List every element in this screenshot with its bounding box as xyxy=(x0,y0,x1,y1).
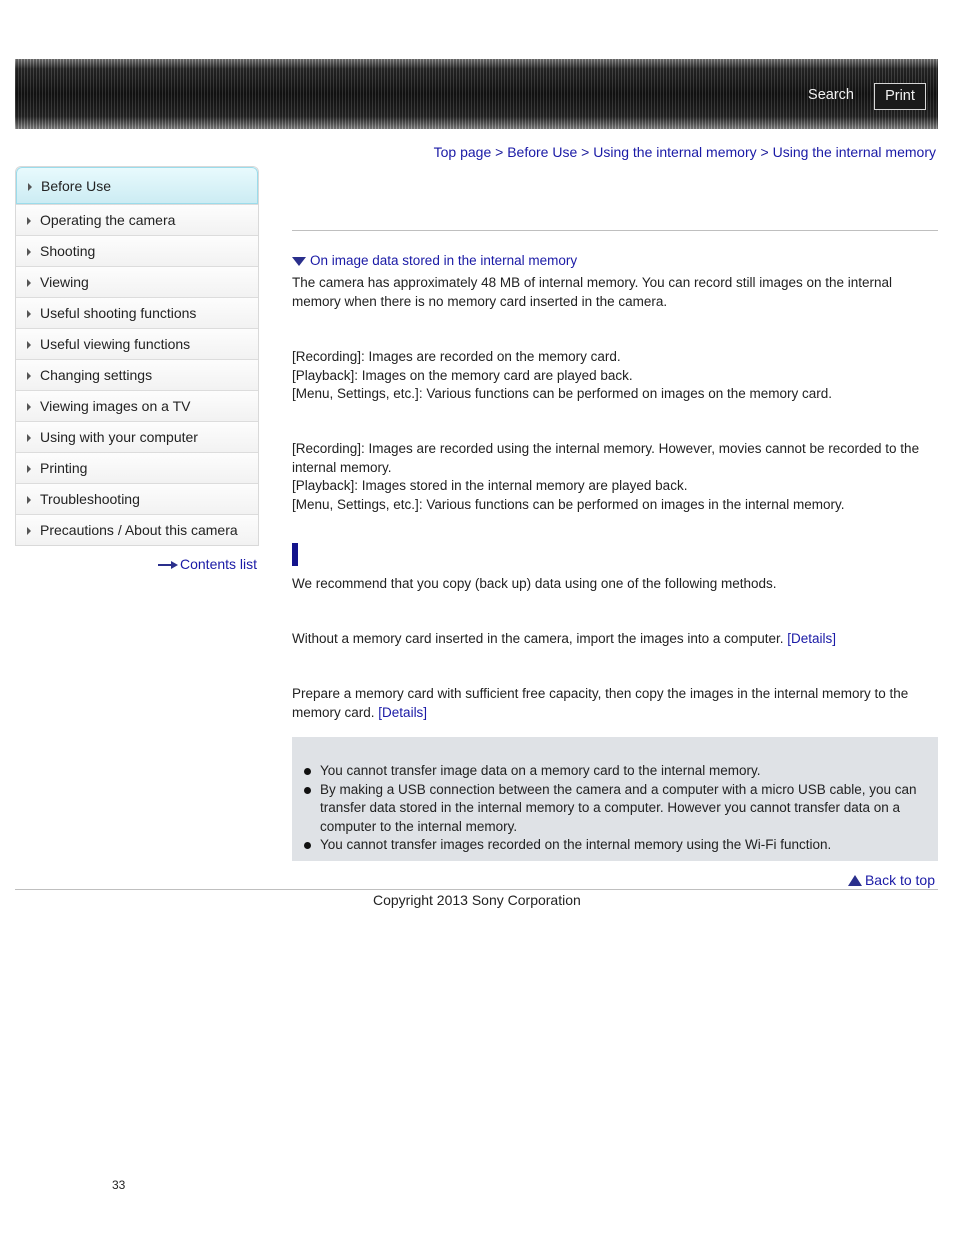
breadcrumb-internal-memory[interactable]: Using the internal memory xyxy=(593,144,757,160)
caret-right-icon xyxy=(27,372,31,380)
details-link[interactable]: [Details] xyxy=(787,631,837,646)
note-box xyxy=(292,737,938,861)
back-to-top-link[interactable] xyxy=(848,872,935,888)
list-item xyxy=(302,762,936,781)
caret-right-icon xyxy=(27,434,31,442)
triangle-up-icon xyxy=(848,875,862,886)
list-item xyxy=(302,781,936,837)
section-anchor-label: On image data stored in the internal memory xyxy=(310,253,578,268)
heading-accent-bar xyxy=(292,543,298,566)
sidebar-item-operating[interactable] xyxy=(16,204,258,235)
back-to-top-label: Back to top xyxy=(864,872,935,888)
sidebar-item-label: Troubleshooting xyxy=(40,491,140,507)
sidebar-item-label: Viewing images on a TV xyxy=(40,398,191,414)
sidebar-item-precautions[interactable] xyxy=(16,514,258,545)
print-button[interactable]: Print xyxy=(874,83,926,110)
sidebar-item-useful-viewing[interactable] xyxy=(16,328,258,359)
page-number: 33 xyxy=(112,1178,126,1192)
method-memory-card xyxy=(292,685,938,722)
caret-right-icon xyxy=(27,527,31,535)
top-header-bar xyxy=(15,59,938,129)
sidebar-item-label: Using with your computer xyxy=(40,429,198,445)
caret-right-icon xyxy=(27,279,31,287)
breadcrumb-current-page[interactable]: Using the internal memory xyxy=(772,144,936,160)
sidebar-item-before-use[interactable] xyxy=(16,167,258,204)
caret-right-icon xyxy=(27,310,31,318)
breadcrumb-before-use[interactable]: Before Use xyxy=(507,144,578,160)
note-list xyxy=(302,762,936,855)
sidebar-item-label: Viewing xyxy=(40,274,89,290)
breadcrumb-separator: > xyxy=(581,144,590,160)
sidebar-nav xyxy=(15,166,259,546)
without-card-recording: [Recording]: Images are recorded using the internal memory. However, movies cannot be recorded to the internal memory. xyxy=(292,441,920,475)
arrow-right-icon xyxy=(158,561,178,569)
intro-paragraph: The camera has approximately 48 MB of internal memory. You can record still images on the internal memory when there is no memory card inserted in the camera. xyxy=(292,275,893,309)
sidebar-item-changing-settings[interactable] xyxy=(16,359,258,390)
title-divider xyxy=(292,230,938,231)
method-memory-card-text: Prepare a memory card with sufficient free capacity, then copy the images in the internal memory to the memory card. xyxy=(292,686,909,720)
method-computer xyxy=(292,630,938,649)
caret-right-icon xyxy=(27,217,31,225)
breadcrumb-separator: > xyxy=(495,144,504,160)
method-computer-text: Without a memory card inserted in the camera, import the images into a computer. xyxy=(292,631,784,646)
sidebar-item-label: Operating the camera xyxy=(40,212,176,228)
sidebar-item-shooting[interactable] xyxy=(16,235,258,266)
sidebar-item-viewing[interactable] xyxy=(16,266,258,297)
sidebar-item-label: Printing xyxy=(40,460,88,476)
sidebar-item-printing[interactable] xyxy=(16,452,258,483)
caret-right-icon xyxy=(27,465,31,473)
with-card-list xyxy=(292,348,938,404)
recommend-paragraph: We recommend that you copy (back up) data using one of the following methods. xyxy=(292,576,777,591)
bullet-icon xyxy=(304,842,311,849)
contents-list-label: Contents list xyxy=(180,556,258,572)
caret-right-icon xyxy=(28,183,32,191)
without-card-menu: [Menu, Settings, etc.]: Various functions can be performed on images in the internal memory. xyxy=(292,496,845,512)
note-text: By making a USB connection between the camera and a computer with a micro USB cable, you can transfer data stored in the internal memory to a computer. However you cannot transfer data on a computer to the internal memory. xyxy=(320,781,917,834)
without-card-list xyxy=(292,440,938,514)
note-text: You cannot transfer images recorded on the internal memory using the Wi-Fi function. xyxy=(320,837,832,852)
sidebar-item-label: Changing settings xyxy=(40,367,153,383)
caret-right-icon xyxy=(27,248,31,256)
section-anchor-link[interactable] xyxy=(292,253,577,268)
caret-right-icon xyxy=(27,403,31,411)
sidebar-item-label: Precautions / About this camera xyxy=(40,522,238,538)
sidebar-item-troubleshooting[interactable] xyxy=(16,483,258,514)
sidebar-item-label: Useful viewing functions xyxy=(40,336,191,352)
details-link[interactable]: [Details] xyxy=(378,704,428,720)
bullet-icon xyxy=(304,787,311,794)
list-item xyxy=(302,836,936,855)
breadcrumb xyxy=(434,144,936,160)
breadcrumb-top-page[interactable]: Top page xyxy=(433,144,492,160)
bullet-icon xyxy=(304,768,311,775)
sidebar-item-computer[interactable] xyxy=(16,421,258,452)
sidebar-item-viewing-tv[interactable] xyxy=(16,390,258,421)
note-text: You cannot transfer image data on a memory card to the internal memory. xyxy=(320,763,761,778)
with-card-playback: [Playback]: Images on the memory card are played back. xyxy=(292,367,633,383)
with-card-recording: [Recording]: Images are recorded on the memory card. xyxy=(292,349,621,364)
breadcrumb-separator: > xyxy=(760,144,769,160)
caret-right-icon xyxy=(27,341,31,349)
copyright-text: Copyright 2013 Sony Corporation xyxy=(373,892,581,908)
caret-right-icon xyxy=(27,496,31,504)
footer-divider xyxy=(15,889,938,890)
search-link[interactable]: Search xyxy=(808,87,854,103)
sidebar-item-useful-shooting[interactable] xyxy=(16,297,258,328)
triangle-down-icon xyxy=(292,257,306,266)
without-card-playback: [Playback]: Images stored in the internal memory are played back. xyxy=(292,478,688,493)
sidebar-item-label: Before Use xyxy=(41,178,112,194)
contents-list-link[interactable] xyxy=(158,556,257,572)
sidebar-item-label: Useful shooting functions xyxy=(40,305,197,321)
sidebar-item-label: Shooting xyxy=(40,243,96,259)
with-card-menu: [Menu, Settings, etc.]: Various functions can be performed on images on the memory card. xyxy=(292,386,833,401)
